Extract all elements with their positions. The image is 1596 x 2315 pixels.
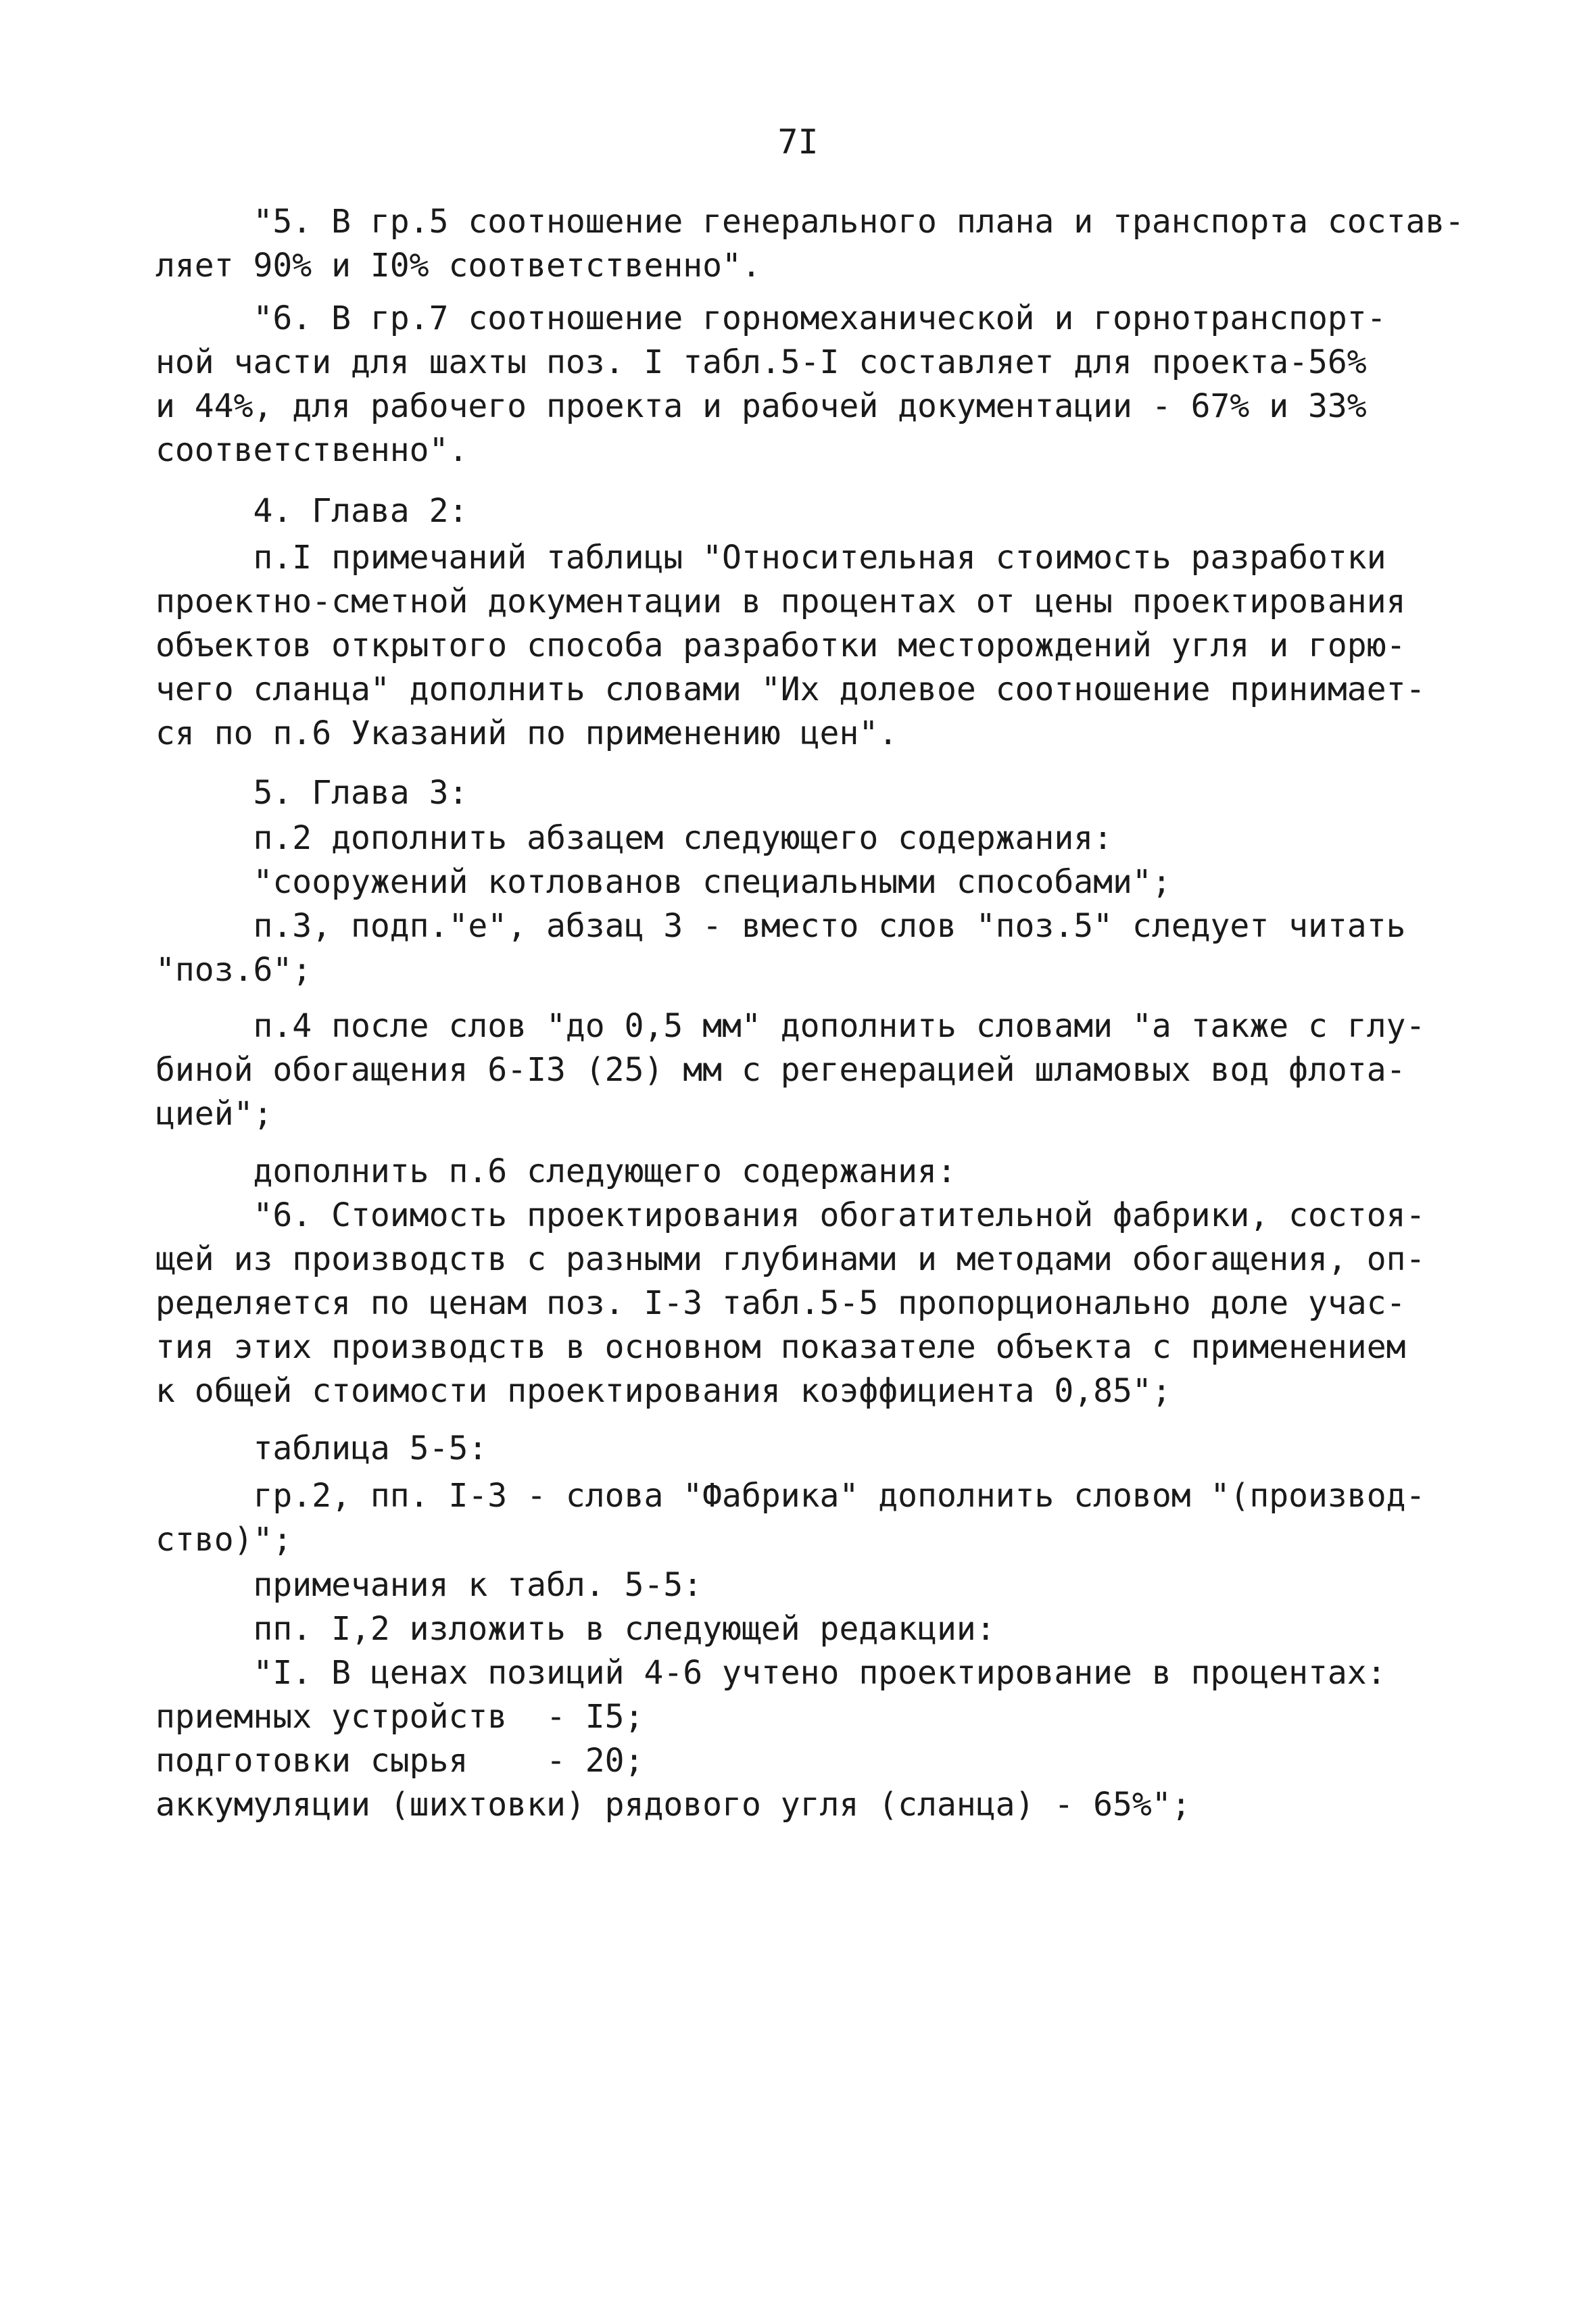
text-line: аккумуляции (шихтовки) рядового угля (сланца) - 65%"; [155, 1786, 1191, 1824]
text-line: п.3, подп."е", абзац 3 - вместо слов "поз.5" следует читать [155, 907, 1406, 945]
text-line: чего сланца" дополнить словами "Их долевое соотношение принимает- [155, 671, 1426, 708]
text-line: пп. I,2 изложить в следующей редакции: [155, 1610, 996, 1648]
text-line: и 44%, для рабочего проекта и рабочей документации - 67% и 33% [155, 387, 1367, 425]
text-line: п.4 после слов "до 0,5 мм" дополнить словами "а также с глу- [155, 1007, 1426, 1045]
text-line: щей из производств с разными глубинами и методами обогащения, оп- [155, 1240, 1426, 1278]
text-line: подготовки сырья - 20; [155, 1742, 644, 1780]
text-line: "6. Стоимость проектирования обогатительной фабрики, состоя- [155, 1196, 1426, 1234]
text-line: "сооружений котлованов специальными способами"; [155, 863, 1171, 901]
text-line: ся по п.6 Указаний по применению цен". [155, 714, 898, 752]
text-line: "6. В гр.7 соотношение горномеханической и горнотранспорт- [155, 299, 1386, 337]
text-line: ляет 90% и I0% соответственно". [155, 247, 761, 285]
text-line: соответственно". [155, 431, 468, 469]
text-line: гр.2, пп. I-3 - слова "Фабрика" дополнить словом "(производ- [155, 1477, 1426, 1515]
text-line: биной обогащения 6-I3 (25) мм с регенерацией шламовых вод флота- [155, 1051, 1406, 1089]
text-line: к общей стоимости проектирования коэффициента 0,85"; [155, 1372, 1171, 1410]
text-line: ной части для шахты поз. I табл.5-I составляет для проекта-56% [155, 343, 1367, 381]
text-line: 5. Глава 3: [155, 774, 468, 812]
text-line: "I. В ценах позиций 4-6 учтено проектирование в процентах: [155, 1654, 1386, 1692]
text-line: дополнить п.6 следующего содержания: [155, 1152, 957, 1190]
text-line: п.I примечаний таблицы "Относительная стоимость разработки [155, 539, 1386, 577]
text-line: "5. В гр.5 соотношение генерального плана и транспорта состав- [155, 203, 1465, 241]
text-line: объектов открытого способа разработки месторождений угля и горю- [155, 627, 1406, 664]
text-line: проектно-сметной документации в процентах от цены проектирования [155, 583, 1406, 620]
text-line: тия этих производств в основном показателе объекта с применением [155, 1328, 1406, 1366]
text-line: "поз.6"; [155, 951, 312, 989]
text-line: ределяется по ценам поз. I-3 табл.5-5 пропорционально доле учас- [155, 1284, 1406, 1322]
text-line: приемных устройств - I5; [155, 1698, 644, 1736]
text-line: 4. Глава 2: [155, 492, 468, 530]
page-number: 7I [777, 122, 819, 162]
text-line: п.2 дополнить абзацем следующего содержания: [155, 819, 1113, 857]
text-line: цией"; [155, 1095, 273, 1133]
text-line: примечания к табл. 5-5: [155, 1566, 703, 1604]
text-line: ство)"; [155, 1521, 293, 1559]
text-line: таблица 5-5: [155, 1430, 488, 1467]
